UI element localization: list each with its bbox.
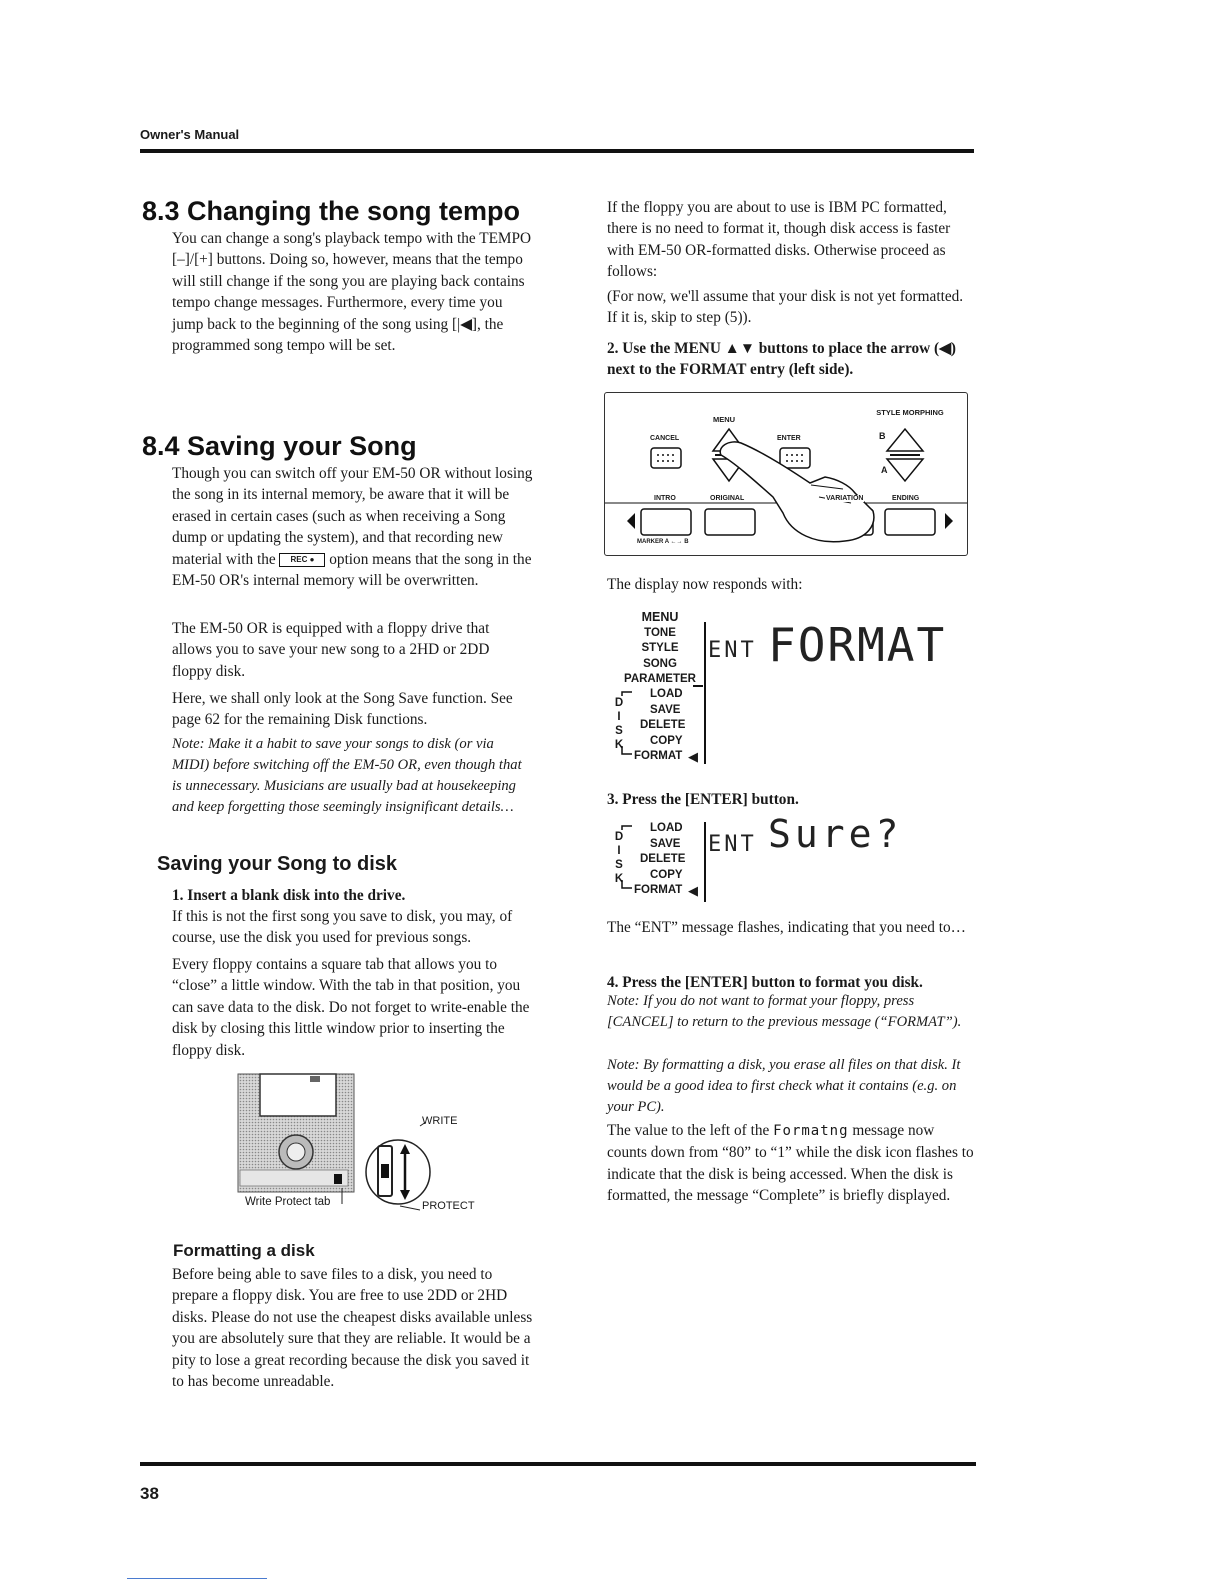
step-4: 4. Press the [ENTER] button to format you disk. xyxy=(607,974,923,991)
lcd1-letter-s: S xyxy=(615,725,623,737)
panel-label-b: B xyxy=(879,431,886,441)
lcd1-bracket xyxy=(618,690,634,760)
panel-label-original: ORIGINAL xyxy=(710,495,745,502)
lcd1-menu-tone: TONE xyxy=(644,626,676,639)
paragraph-ent-flashes: The “ENT” message flashes, indicating that you need to… xyxy=(607,919,966,936)
lcd1-disk-copy: COPY xyxy=(650,734,683,747)
panel-label-cancel: CANCEL xyxy=(650,435,680,442)
step-2: 2. Use the MENU ▲▼ buttons to place the arrow (◀) next to the FORMAT entry (left side). xyxy=(607,340,956,378)
lcd2-letter-k: K xyxy=(614,873,624,885)
lcd1-menu-parameter: PARAMETER xyxy=(624,673,696,685)
heading-8-4: 8.4 Saving your Song xyxy=(142,431,417,461)
panel-label-intro: INTRO xyxy=(654,495,676,502)
step-3: 3. Press the [ENTER] button. xyxy=(607,791,799,808)
note-text: Make it a habit to save your songs to disk (or via MIDI) before switching off the EM-50 OR, even though that is unnecessary. Musicians are usually bad at housekeeping and keep forgetting those seemingly insignificant details… xyxy=(172,736,522,815)
lcd2-bracket xyxy=(618,824,634,894)
header-rule xyxy=(140,149,974,153)
note-cancel xyxy=(607,991,971,1033)
lcd1-tick xyxy=(693,685,703,687)
lcd2-divider xyxy=(704,822,706,902)
lcd2-disk-format: FORMAT xyxy=(634,884,683,896)
lcd2-arrow-icon: ◀ xyxy=(688,883,698,898)
lcd1-disk-delete: DELETE xyxy=(640,719,686,731)
paragraph-assume-unformatted: (For now, we'll assume that your disk is not yet formatted. If it is, skip to step (5)). xyxy=(607,288,964,327)
note2-text: By formatting a disk, you erase all files on that disk. It would be a good idea to first check what it contains (e.g. on your PC). xyxy=(607,1057,961,1115)
panel-label-ending: ENDING xyxy=(892,495,920,502)
paragraph-floppy-drive: The EM-50 OR is equipped with a floppy drive that allows you to save your new song to a 2HD or 2DD floppy disk. xyxy=(172,620,490,680)
lcd1-letter-k: K xyxy=(614,739,624,751)
lcd1-small-text: ENT xyxy=(708,638,757,663)
lcd1-arrow-icon: ◀ xyxy=(688,749,698,764)
lcd2-big-text: Sure? xyxy=(768,812,903,856)
panel-label-a: A xyxy=(881,465,888,475)
heading-formatting: Formatting a disk xyxy=(173,1241,315,1260)
note2-label: Note: xyxy=(607,1057,640,1073)
lcd2-disk-copy: COPY xyxy=(650,868,683,881)
note1-text: If you do not want to format your floppy, press [CANCEL] to return to the previous message (“FORMAT”). xyxy=(607,993,962,1030)
countdown-part-a: The value to the left of the xyxy=(607,1122,770,1139)
lcd1-divider xyxy=(704,622,706,764)
note1-label: Note: xyxy=(607,993,640,1009)
paragraph-write-tab: Every floppy contains a square tab that allows you to “close” a little window. With the tab in that position, you can save data to the disk. Do not forget to write-enable the disk by closing this little window prior to inserting the floppy disk. xyxy=(172,956,530,1059)
lcd1-menu-list xyxy=(620,610,700,688)
panel-label-style-morphing: STYLE MORPHING xyxy=(876,408,944,417)
paragraph-display-responds: The display now responds with: xyxy=(607,576,803,593)
lcd2-disk-delete: DELETE xyxy=(640,853,686,865)
lcd1-disk-save: SAVE xyxy=(650,703,681,716)
lcd1-menu-style: STYLE xyxy=(641,642,679,654)
lcd1-menu-song: SONG xyxy=(643,657,677,670)
page-number: 38 xyxy=(140,1484,159,1503)
paragraph-formatting: Before being able to save files to a disk, you need to prepare a floppy disk. You are free to use 2DD or 2HD disks. Please do not use the cheapest disks available unless you are absolutely sure that they are reliable. It would be a pity to lose a great recording because the disk you saved it to has become unreadable. xyxy=(172,1266,533,1391)
lcd1-big-text: FORMAT xyxy=(768,618,947,672)
panel-label-enter: ENTER xyxy=(777,435,801,442)
paragraph-reuse-disk: If this is not the first song you save to disk, you may, of course, use the disk you used for previous songs. xyxy=(172,908,513,947)
footnote-rule xyxy=(127,1578,267,1579)
lcd1-disk-load: LOAD xyxy=(650,688,683,700)
lcd1-menu-title: MENU xyxy=(641,610,679,624)
lcd2-disk-list xyxy=(634,821,685,899)
rec-button-label: REC ● xyxy=(279,553,325,567)
paragraph-song-save: Here, we shall only look at the Song Save function. See page 62 for the remaining Disk functions. xyxy=(172,690,513,729)
lcd1-disk-format: FORMAT xyxy=(634,750,683,762)
panel-label-marker: MARKER A ←→ B xyxy=(637,539,689,545)
step-1: 1. Insert a blank disk into the drive. xyxy=(172,887,406,904)
label-write: WRITE xyxy=(422,1115,458,1127)
panel-figure xyxy=(604,392,968,556)
label-protect: PROTECT xyxy=(422,1200,475,1212)
segment-formatng-text: Formatng xyxy=(773,1123,849,1139)
note-label: Note: xyxy=(172,736,205,752)
paragraph-saving-intro xyxy=(172,463,536,591)
paragraph-ibm-format: If the floppy you are about to use is IBM PC formatted, there is no need to format it, though disk access is faster with EM-50 OR-formatted disks. Otherwise proceed as follows: xyxy=(607,199,951,281)
lcd1-letter-i: I xyxy=(617,711,621,723)
paragraph-tempo: You can change a song's playback tempo with the TEMPO [–]/[+] buttons. Doing so, however, means that the tempo will still change if the song you are playing back contains tempo change messages. Furthermore, every time you jump back to the beginning of the song using [|◀], the programmed song tempo will be set. xyxy=(172,230,532,355)
footer-rule xyxy=(140,1462,976,1466)
running-header: Owner's Manual xyxy=(140,127,240,142)
lcd2-letter-d: D xyxy=(614,831,624,843)
lcd2-disk-load: LOAD xyxy=(650,822,683,834)
countdown-part-b: message now counts down from “80” to “1” while the disk icon flashes to indicate that the disk is being accessed. When the disk is formatted, the message “Complete” is briefly displayed. xyxy=(607,1122,974,1205)
note-erase xyxy=(607,1055,973,1118)
panel-label-variation: VARIATION xyxy=(826,495,864,502)
lcd2-letter-s: S xyxy=(615,859,623,871)
panel-drawing xyxy=(605,393,967,555)
lcd1-disk-list xyxy=(634,687,685,765)
note-save-habit xyxy=(172,734,532,818)
label-write-protect-tab: Write Protect tab xyxy=(245,1196,331,1208)
heading-8-3: 8.3 Changing the song tempo xyxy=(142,196,521,226)
lcd2-disk-save: SAVE xyxy=(650,837,681,850)
lcd1-letter-d: D xyxy=(614,697,624,709)
panel-label-menu: MENU xyxy=(713,415,736,424)
heading-saving-to-disk: Saving your Song to disk xyxy=(157,853,398,875)
text-part-b: option means that the song in the EM-50 OR's internal memory will be overwritten. xyxy=(172,550,532,590)
paragraph-countdown xyxy=(607,1120,975,1207)
lcd2-small-text: ENT xyxy=(708,832,757,857)
text-part-a: Though you can switch off your EM-50 OR without losing the song in its internal memory, be aware that it will be erased in certain cases (such as when receiving a Song dump or updating the system), and that recording new material with the xyxy=(172,465,533,568)
lcd2-letter-i: I xyxy=(617,845,621,857)
